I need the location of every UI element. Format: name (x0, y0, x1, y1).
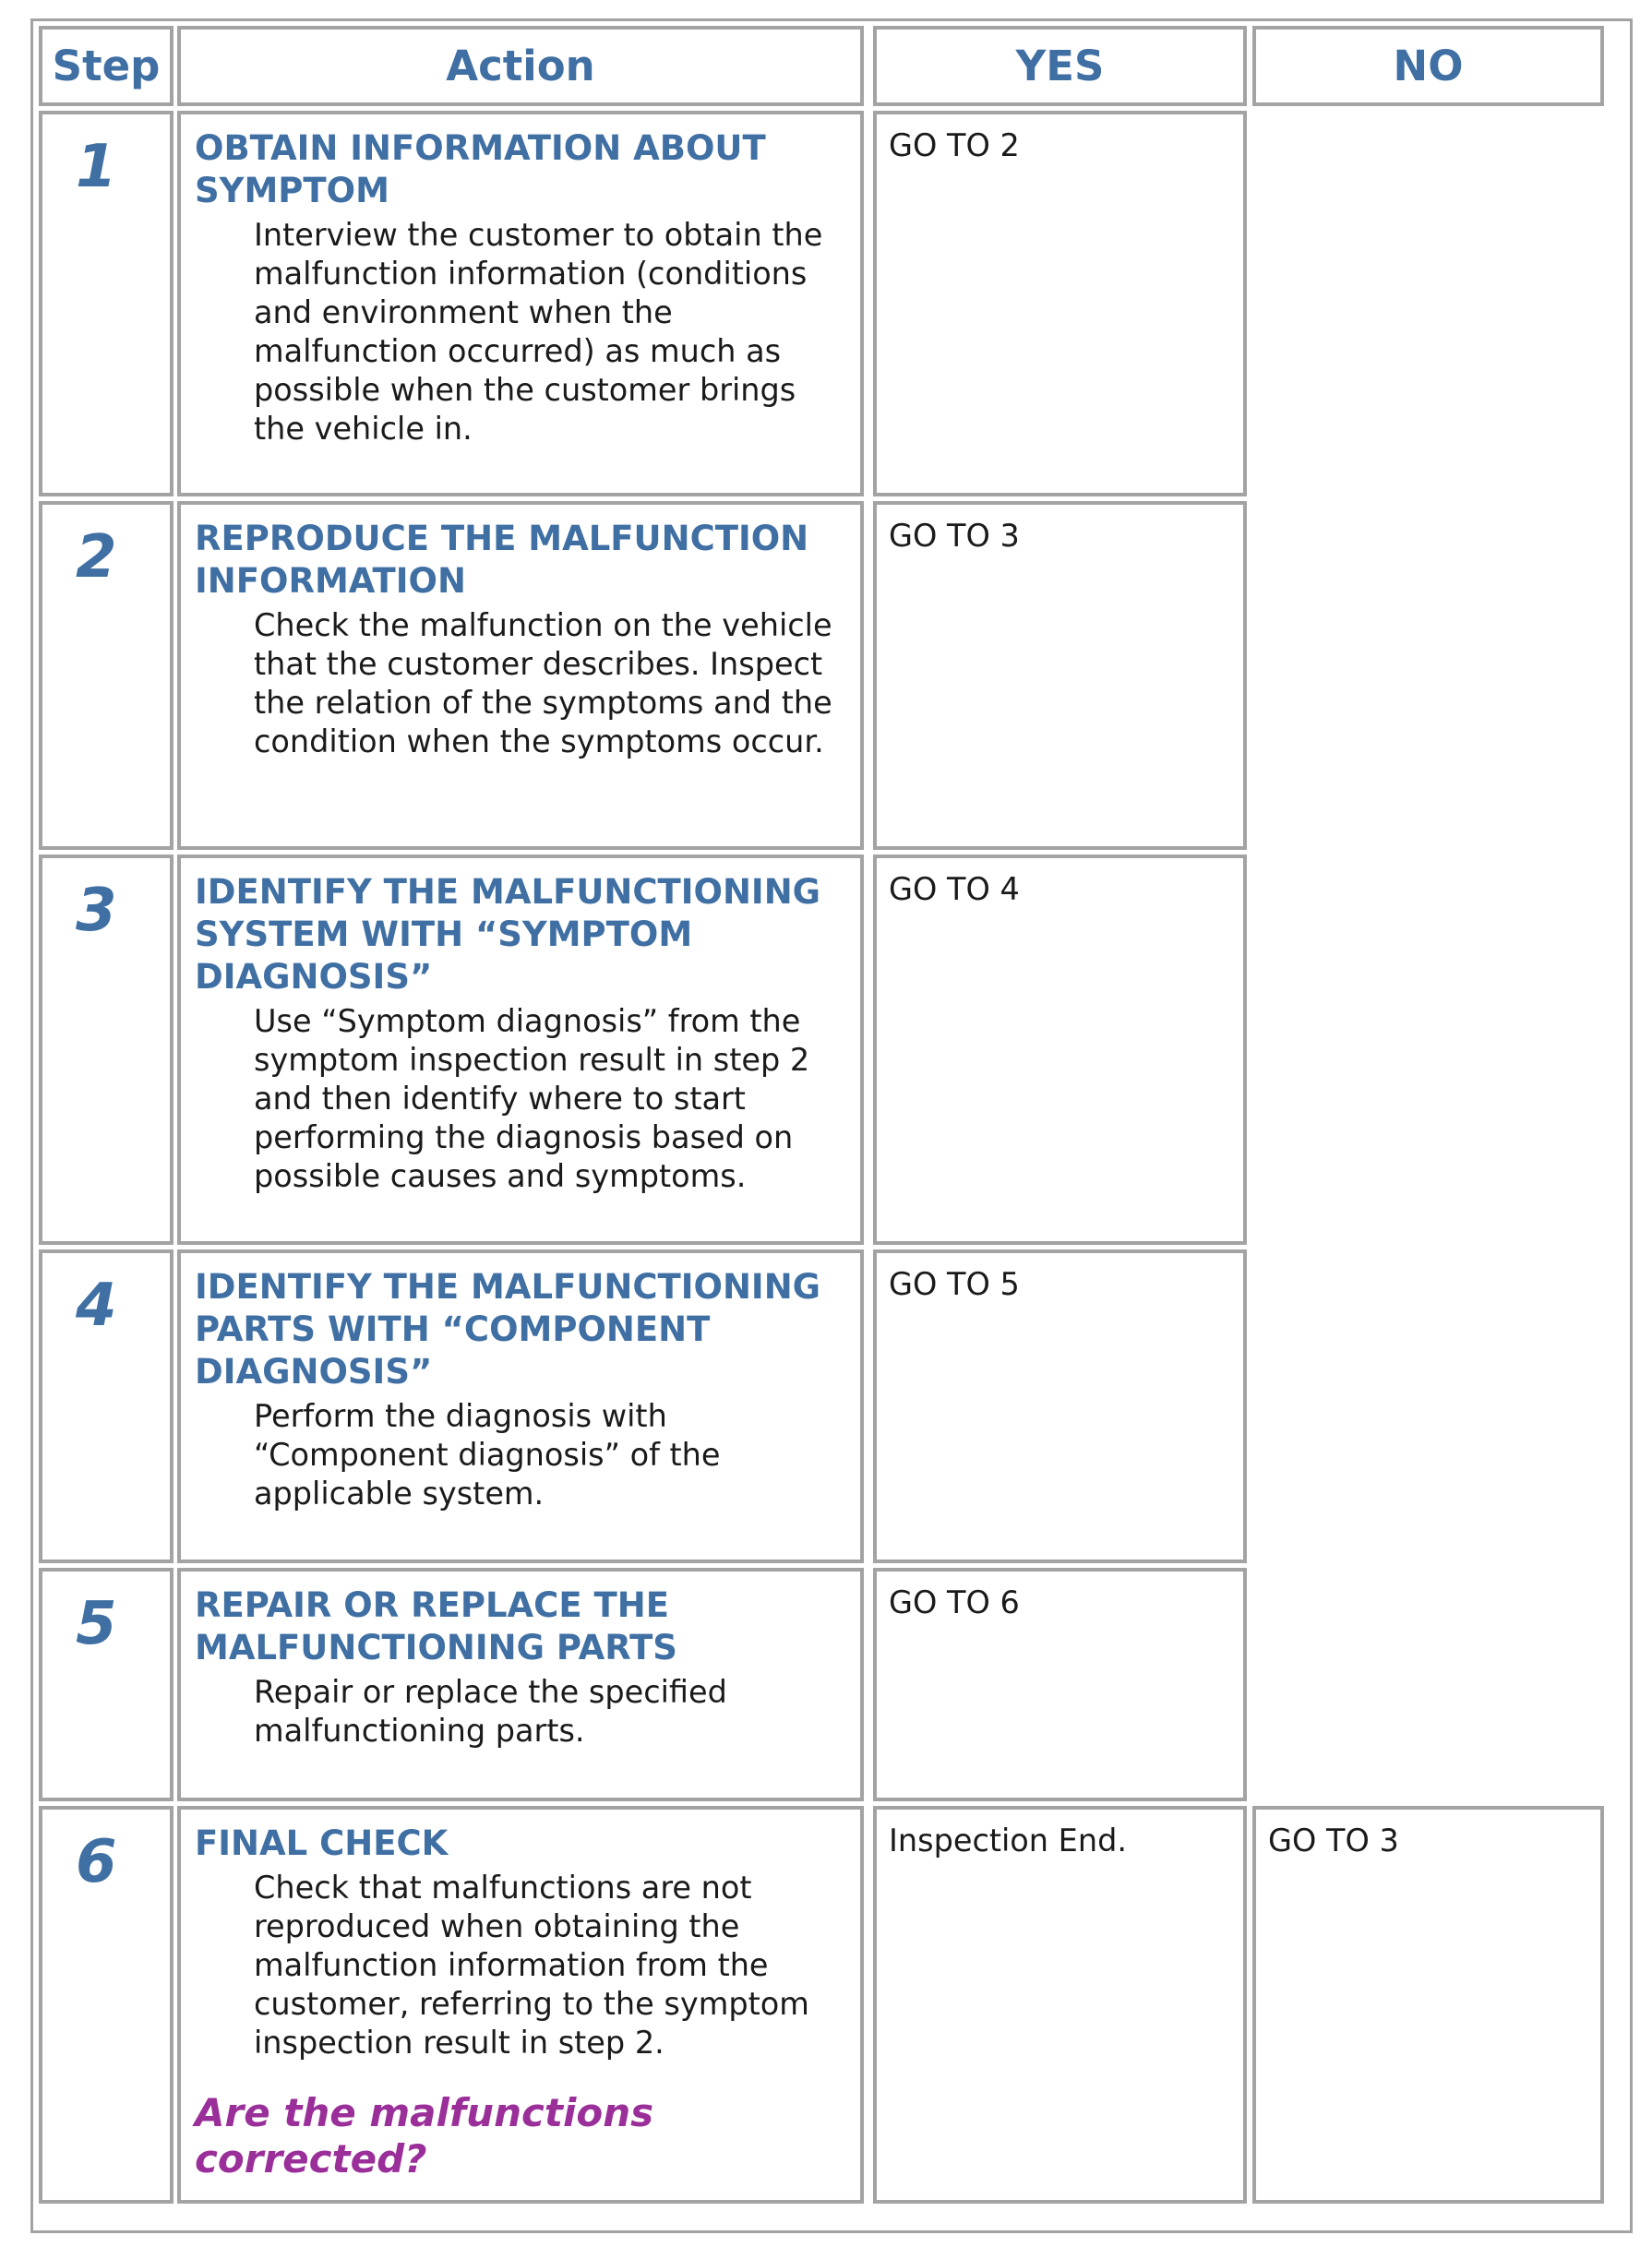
action-cell (177, 1806, 864, 2204)
yes-result: GO TO 2 (873, 111, 1247, 496)
step-number: 6 (39, 1806, 174, 2204)
action-title: IDENTIFY THE MALFUNCTIONING PARTS WITH “COMPONENT DIAGNOSIS” (195, 1267, 821, 1392)
yes-result: Inspection End. (873, 1806, 1247, 2204)
no-result: GO TO 3 (1252, 1806, 1604, 2204)
step-number: 1 (39, 111, 174, 496)
header-step: Step (39, 26, 174, 106)
yes-result: GO TO 4 (873, 855, 1247, 1245)
yes-result: GO TO 5 (873, 1249, 1247, 1563)
action-description: Check the malfunction on the vehicle that the customer describes. Inspect the relation of the symptoms and the condition when the symptoms occur. (254, 607, 832, 759)
header-action: Action (177, 26, 864, 106)
action-description: Check that malfunctions are not reproduced when obtaining the malfunction information from the customer, referring to the symptom inspection result in step 2. (254, 1870, 809, 2061)
action-description: Interview the customer to obtain the malfunction information (conditions and environment when the malfunction occurred) as much as possible when the customer brings the vehicle in. (254, 217, 823, 447)
action-description: Use “Symptom diagnosis” from the symptom inspection result in step 2 and then identify where to start performing the diagnosis based on possible causes and symptoms. (254, 1003, 810, 1194)
step-number: 2 (39, 501, 174, 850)
check-question: Are the malfunctions corrected? (195, 2090, 654, 2181)
action-cell (177, 855, 864, 1245)
action-cell (177, 501, 864, 850)
action-title: REPAIR OR REPLACE THE MALFUNCTIONING PARTS (195, 1585, 677, 1667)
step-number: 5 (39, 1568, 174, 1801)
header-no: NO (1252, 26, 1604, 106)
action-cell (177, 1568, 864, 1801)
action-description: Repair or replace the specified malfunctioning parts. (254, 1674, 727, 1749)
step-number: 4 (39, 1249, 174, 1563)
yes-result: GO TO 3 (873, 501, 1247, 850)
action-cell (177, 111, 864, 496)
yes-result: GO TO 6 (873, 1568, 1247, 1801)
action-cell (177, 1249, 864, 1563)
action-title: REPRODUCE THE MALFUNCTION INFORMATION (195, 519, 809, 601)
step-number: 3 (39, 855, 174, 1245)
action-title: FINAL CHECK (195, 1823, 449, 1863)
action-description: Perform the diagnosis with “Component diagnosis” of the applicable system. (254, 1398, 721, 1512)
action-title: IDENTIFY THE MALFUNCTIONING SYSTEM WITH “SYMPTOM DIAGNOSIS” (195, 872, 821, 997)
action-title: OBTAIN INFORMATION ABOUT SYMPTOM (195, 128, 766, 210)
header-yes: YES (873, 26, 1247, 106)
